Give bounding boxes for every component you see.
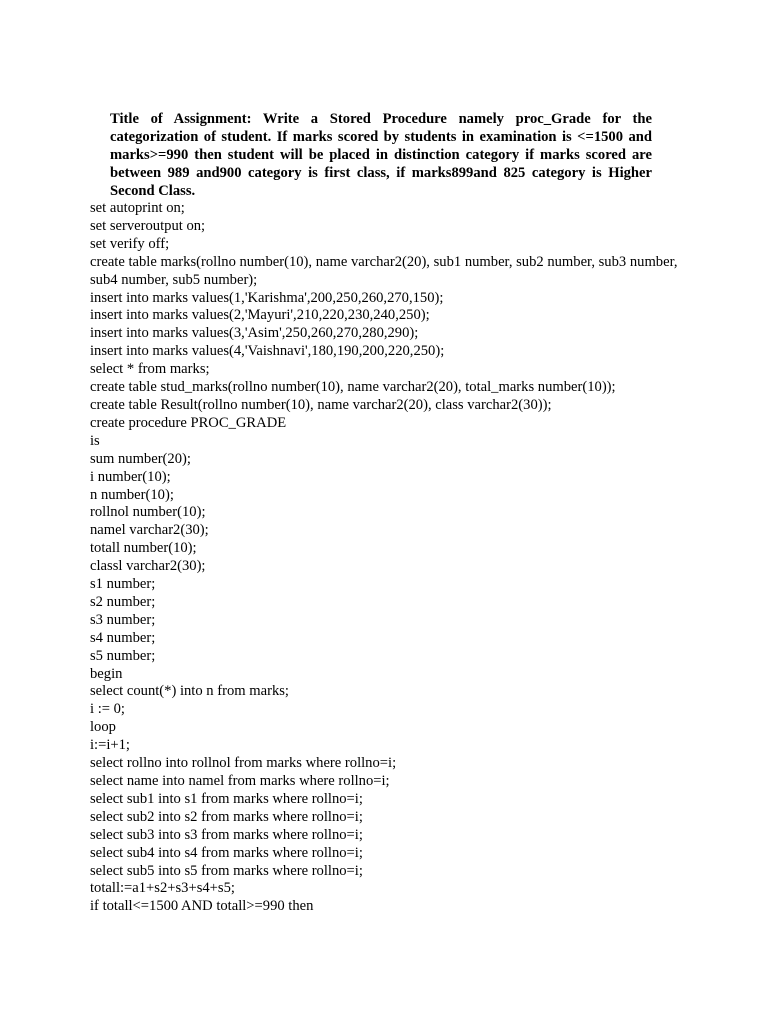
code-line: rollnol number(10);	[90, 504, 206, 521]
code-line: namel varchar2(30);	[90, 522, 209, 539]
code-line: create table marks(rollno number(10), name varchar2(20), sub1 number, sub2 number, sub3 number, sub4 number, sub5 number);	[90, 253, 682, 288]
code-line: i := 0;	[90, 701, 125, 718]
code-line: i number(10);	[90, 468, 171, 485]
code-line: select sub5 into s5 from marks where rollno=i;	[90, 862, 363, 879]
code-line: select sub4 into s4 from marks where rollno=i;	[90, 844, 363, 861]
code-line: s1 number;	[90, 576, 156, 593]
assignment-title: Title of Assignment: Write a Stored Procedure namely proc_Grade for the categorization of student. If marks scored by students in examination is <=1500 and marks>=990 then student will be placed in distinction category if marks scored are between 989 and900 category is first class, if marks899and 825 category is Higher Second Class.	[110, 111, 652, 199]
code-line: s3 number;	[90, 611, 156, 628]
code-line: select name into namel from marks where rollno=i;	[90, 773, 390, 789]
code-line: select sub1 into s1 from marks where rollno=i;	[90, 790, 363, 807]
code-line: i:=i+1;	[90, 737, 130, 754]
code-line: totall:=a1+s2+s3+s4+s5;	[90, 880, 235, 897]
code-line: create procedure PROC_GRADE	[90, 414, 287, 431]
code-line: insert into marks values(2,'Mayuri',210,220,230,240,250);	[90, 307, 430, 324]
code-line: begin	[90, 665, 123, 682]
code-line: create table stud_marks(rollno number(10), name varchar2(20), total_marks number(10));	[90, 379, 616, 396]
code-line: if totall<=1500 AND totall>=990 then	[90, 898, 314, 915]
code-line: is	[90, 432, 100, 449]
code-line: set autoprint on;	[90, 200, 185, 216]
code-line: select sub3 into s3 from marks where rollno=i;	[90, 826, 363, 843]
code-line: set serveroutput on;	[90, 217, 206, 234]
code-line: select count(*) into n from marks;	[90, 683, 289, 700]
code-line: select * from marks;	[90, 361, 210, 378]
code-line: insert into marks values(4,'Vaishnavi',180,190,200,220,250);	[90, 343, 445, 360]
code-line: loop	[90, 719, 116, 736]
code-line: select sub2 into s2 from marks where rollno=i;	[90, 808, 363, 825]
code-line: totall number(10);	[90, 540, 197, 557]
code-line: classl varchar2(30);	[90, 558, 206, 575]
code-line: set verify off;	[90, 235, 170, 252]
code-line: s4 number;	[90, 629, 156, 646]
code-line: insert into marks values(3,'Asim',250,260,270,280,290);	[90, 325, 419, 342]
code-line: select rollno into rollnol from marks where rollno=i;	[90, 755, 397, 772]
code-line: create table Result(rollno number(10), name varchar2(20), class varchar2(30));	[90, 396, 552, 413]
code-listing	[90, 200, 690, 916]
code-line: sum number(20);	[90, 450, 191, 467]
code-line: n number(10);	[90, 486, 174, 503]
code-line: insert into marks values(1,'Karishma',200,250,260,270,150);	[90, 289, 444, 306]
code-line: s2 number;	[90, 593, 156, 610]
code-line: s5 number;	[90, 647, 156, 664]
